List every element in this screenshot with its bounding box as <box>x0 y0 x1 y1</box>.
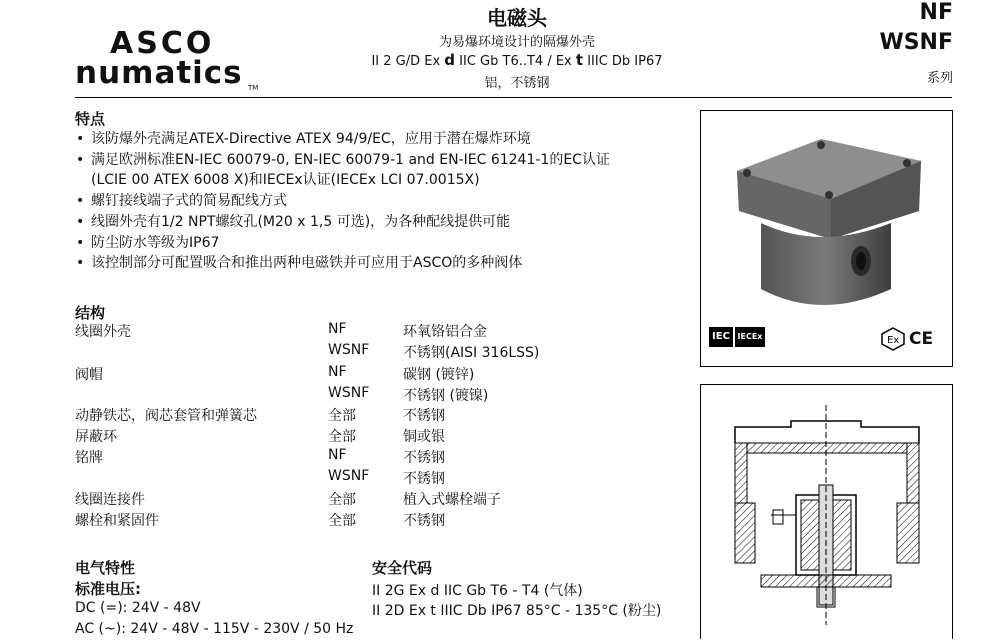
dc-voltage: DC (=): 24V - 48V <box>75 600 201 616</box>
table-cell-material: 碳钢 (镀锌) <box>403 367 475 383</box>
table-cell-model: 全部 <box>328 513 356 529</box>
construction-heading: 结构 <box>75 304 106 322</box>
table-cell-model: 全部 <box>328 408 356 424</box>
logo-numatics: numatics <box>75 55 243 91</box>
table-cell-material: 不锈钢 <box>403 471 445 487</box>
table-cell-model: 全部 <box>328 492 356 508</box>
table-cell-material: 铜或银 <box>403 429 445 445</box>
list-item: • 满足欧洲标准EN-IEC 60079-0, EN-IEC 60079-1 and EN-IEC 61241-1的EC认证 <box>76 150 610 171</box>
list-item: (LCIE 00 ATEX 6008 X)和IECEx认证(IECEx LCI 07.0015X) <box>91 172 480 189</box>
electrical-heading: 电气特性 <box>75 559 136 577</box>
table-cell-part: 动静铁芯，阀芯套管和弹簧芯 <box>75 408 257 424</box>
cross-section-drawing <box>701 385 952 639</box>
table-cell-model: NF <box>328 447 347 463</box>
iec-logo: IEC <box>709 327 733 347</box>
logo-asco: ASCO <box>110 26 215 61</box>
list-item: • 该防爆外壳满足ATEX-Directive ATEX 94/9/EC，应用于潜在爆炸环境 <box>76 129 610 150</box>
table-cell-model: WSNF <box>328 385 370 401</box>
series-label: 系列 <box>926 71 953 86</box>
marking-line: II 2 G/D Ex d IIC Gb T6..T4 / Ex t IIIC Db IP67 <box>371 51 663 69</box>
list-item: • 螺钉接线端子式的简易配线方式 <box>76 191 610 212</box>
table-cell-material: 不锈钢 <box>403 450 445 466</box>
table-cell-material: 植入式螺栓端子 <box>403 492 501 508</box>
technical-drawing-panel <box>700 384 953 639</box>
model-wsnf: WSNF <box>879 30 953 55</box>
table-cell-material: 不锈钢 <box>403 408 445 424</box>
features-list <box>76 129 610 274</box>
table-cell-part: 屏蔽环 <box>75 429 117 445</box>
table-cell-material: 不锈钢 <box>403 513 445 529</box>
iecex-logo: IECEx <box>735 327 765 347</box>
table-cell-material: 环氧铬铝合金 <box>403 324 487 340</box>
table-cell-part: 线圈连接件 <box>75 492 145 508</box>
header-divider <box>75 97 952 98</box>
ex-hexagon-icon <box>881 327 905 351</box>
table-cell-model: WSNF <box>328 342 370 358</box>
ac-voltage: AC (~): 24V - 48V - 115V - 230V / 50 Hz <box>75 621 354 637</box>
table-cell-model: 全部 <box>328 429 356 445</box>
voltage-heading: 标准电压: <box>75 580 141 598</box>
material-line: 铝，不锈钢 <box>484 76 550 91</box>
table-cell-part: 阀帽 <box>75 367 103 383</box>
table-cell-model: NF <box>328 364 347 380</box>
model-nf: NF <box>919 0 953 25</box>
table-cell-material: 不锈钢(AISI 316LSS) <box>403 345 540 361</box>
table-cell-part: 铭牌 <box>75 450 103 466</box>
page-title: 电磁头 <box>487 6 547 30</box>
safety-heading: 安全代码 <box>372 559 433 577</box>
product-photo-panel <box>700 110 953 367</box>
table-cell-material: 不锈钢 (镀镍) <box>403 388 489 404</box>
list-item: • 线圈外壳有1/2 NPT螺纹孔(M20 x 1,5 可选)，为各种配线提供可能 <box>76 212 610 233</box>
table-cell-model: NF <box>328 321 347 337</box>
safety-gas: II 2G Ex d IIC Gb T6 - T4 (气体) <box>372 583 583 599</box>
table-cell-model: WSNF <box>328 468 370 484</box>
subtitle: 为易爆环境设计的隔爆外壳 <box>438 35 595 50</box>
list-item: • 防尘防水等级为IP67 <box>76 233 610 254</box>
list-item: • 该控制部分可配置吸合和推出两种电磁铁并可应用于ASCO的多种阀体 <box>76 253 610 274</box>
table-cell-part: 螺栓和紧固件 <box>75 513 159 529</box>
svg-text:Ex: Ex <box>887 335 900 346</box>
safety-dust: II 2D Ex t IIIC Db IP67 85°C - 135°C (粉尘) <box>372 603 662 619</box>
features-heading: 特点 <box>75 110 106 128</box>
trademark: TM <box>248 84 259 92</box>
ce-mark: CE <box>909 329 934 349</box>
table-cell-part: 线圈外壳 <box>75 324 131 340</box>
